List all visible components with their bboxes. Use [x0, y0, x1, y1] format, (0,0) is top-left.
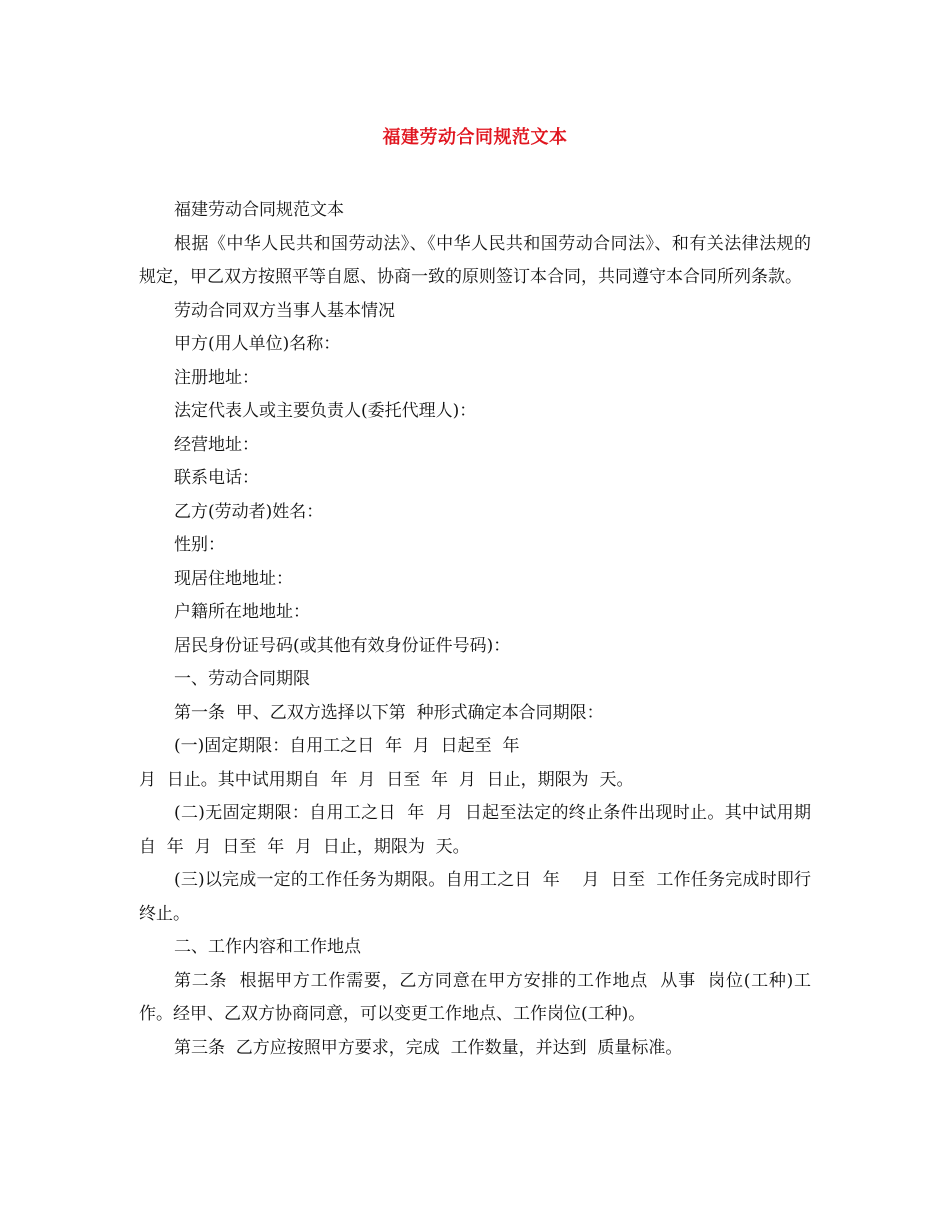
- field-phone: 联系电话：: [174, 468, 259, 488]
- article-1: 第一条 甲、乙双方选择以下第 种形式确定本合同期限：: [174, 702, 604, 723]
- document-body: [139, 194, 811, 1065]
- article-1-option-1-continued: 月 日止。其中试用期自 年 月 日至 年 月 日止，期限为 天。: [139, 769, 634, 790]
- article-2: 第二条 根据甲方工作需要，乙方同意在甲方安排的工作地点 从事 岗位(工种)工作。经甲、乙双方协商同意，可以变更工作地点、工作岗位(工种)。: [139, 970, 811, 1024]
- section-heading-work: 二、工作内容和工作地点: [174, 937, 361, 957]
- article-1-option-3: (三)以完成一定的工作任务为期限。自用工之日 年 月 日至 工作任务完成时即行终止。: [139, 870, 811, 924]
- paragraph-heading: 福建劳动合同规范文本: [174, 200, 344, 220]
- article-1-option-1: (一)固定期限：自用工之日 年 月 日起至 年: [174, 736, 520, 756]
- article-1-option-2: (二)无固定期限：自用工之日 年 月 日起至法定的终止条件出现时止。其中试用期自 年 月 日至 年 月 日止，期限为 天。: [139, 803, 811, 857]
- field-current-address: 现居住地地址：: [174, 568, 293, 589]
- document-title: 福建劳动合同规范文本: [382, 127, 568, 148]
- article-3: 第三条 乙方应按照甲方要求，完成 工作数量，并达到 质量标准。: [174, 1037, 683, 1058]
- field-employer-name: 甲方(用人单位)名称：: [174, 334, 341, 354]
- section-heading-term: 一、劳动合同期限: [174, 669, 310, 689]
- field-id-number: 居民身份证号码(或其他有效身份证件号码)：: [174, 635, 511, 656]
- paragraph-parties-heading: 劳动合同双方当事人基本情况: [174, 300, 395, 321]
- field-employee-name: 乙方(劳动者)姓名：: [174, 501, 324, 522]
- field-gender: 性别：: [174, 535, 225, 555]
- paragraph-preamble: 根据《中华人民共和国劳动法》、《中华人民共和国劳动合同法》、和有关法律法规的规定，甲乙双方按照平等自愿、协商一致的原则签订本合同，共同遵守本合同所列条款。: [139, 233, 811, 287]
- field-household-address: 户籍所在地地址：: [174, 602, 310, 622]
- field-legal-representative: 法定代表人或主要负责人(委托代理人)：: [174, 401, 477, 421]
- field-business-address: 经营地址：: [174, 434, 259, 455]
- field-registered-address: 注册地址：: [174, 367, 259, 388]
